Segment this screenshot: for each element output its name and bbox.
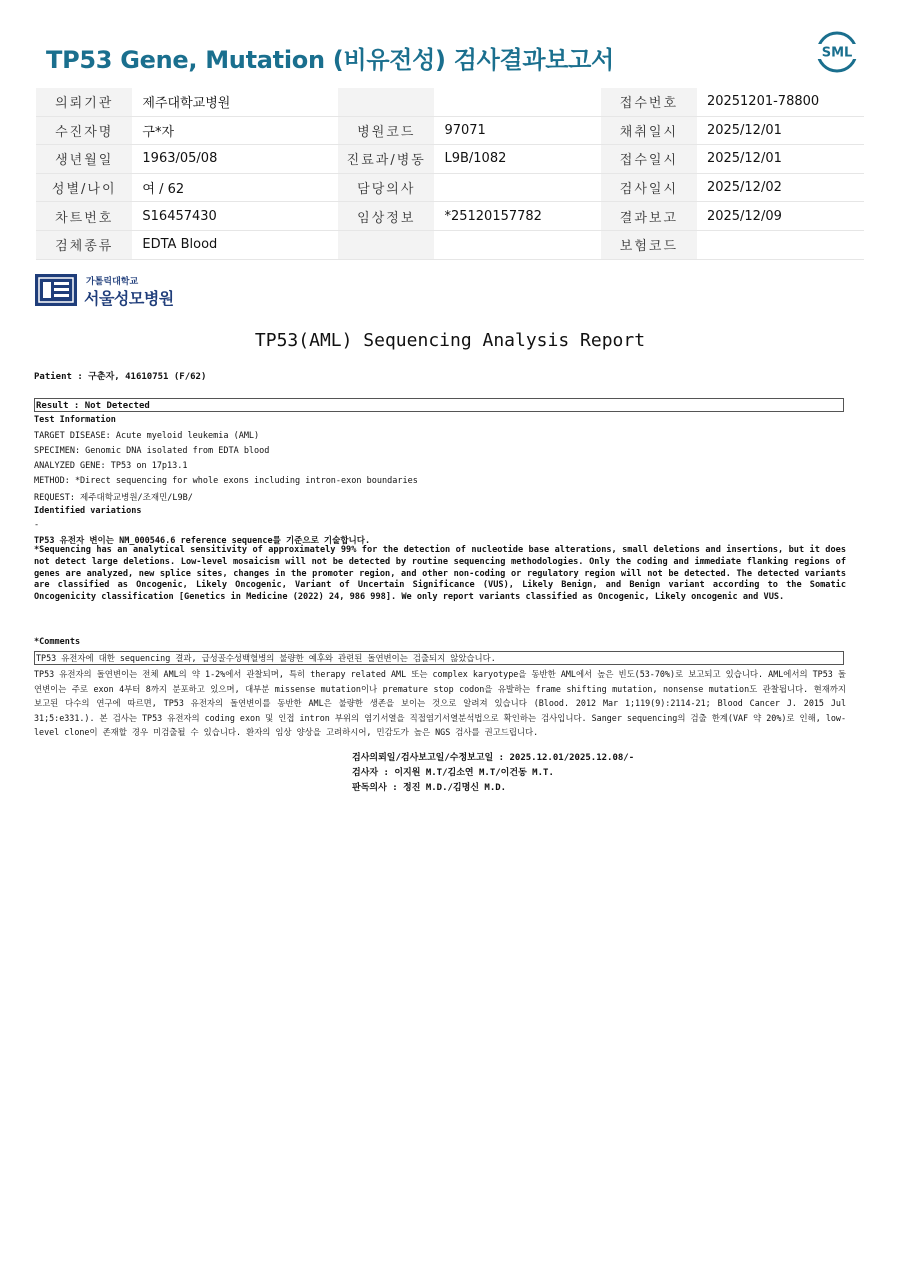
patient-info-table bbox=[36, 88, 864, 260]
request: REQUEST: 제주대학교병원/조재민/L9B/ bbox=[34, 493, 193, 503]
identified-heading: Identified variations bbox=[34, 506, 142, 516]
method: METHOD: *Direct sequencing for whole exons including intron-exon boundaries bbox=[34, 476, 418, 486]
info-value: 20251201-78800 bbox=[697, 88, 864, 116]
info-row bbox=[36, 202, 864, 231]
info-value: 2025/12/01 bbox=[697, 116, 864, 145]
info-label: 성별/나이 bbox=[36, 173, 132, 202]
technicians: 검사자 : 이지원 M.T/김소연 M.T/이건동 M.T. bbox=[352, 768, 554, 778]
hospital-name: 서울성모병원 bbox=[84, 289, 174, 308]
patient-line: Patient : 구춘자, 41610751 (F/62) bbox=[34, 372, 207, 382]
info-label: 채취일시 bbox=[601, 116, 697, 145]
hospital-emblem-icon bbox=[34, 273, 78, 307]
info-row bbox=[36, 116, 864, 145]
info-value bbox=[434, 88, 600, 116]
info-label: 담당의사 bbox=[338, 173, 434, 202]
info-row bbox=[36, 173, 864, 202]
comment-box: TP53 유전자에 대한 sequencing 결과, 급성골수성백혈병의 불량한 예후와 관련된 돌연변이는 검출되지 않았습니다. bbox=[34, 651, 844, 665]
comment-body: TP53 유전자의 돌연변이는 전체 AML의 약 1-2%에서 관찰되며, 특히 therapy related AML 또는 complex karyotype을 동반한 AML에서 높은 빈도(53-70%)로 보고되고 있습니다. AML에서의 TP53 돌연변이는 주로 exon 4부터 8까지 분포하고 있으며, 대부분 missense mutation이나 premature stop codon을 유발하는 frame shifting mutation, nonsense mutation도 관찰됩니다. 현재까지 보고된 다수의 연구에 따르면, TP53 유전자의 돌연변이를 동반한 AML은 불량한 생존을 보이는 것으로 알려져 있습니다 (Blood. 2012 Mar 1;119(9):2114-21; Blood Cancer J. 2015 Jul 31;5:e331.). 본 검사는 TP53 유전자의 coding exon 및 인접 intron 부위의 염기서열을 직접염기서열분석법으로 확인하는 검사입니다. Sanger sequencing의 검출 한계(VAF 약 20%)로 인해, low-level clone이 존재할 경우 미검출될 수 있습니다. 환자의 임상 양상을 고려하시어, 민감도가 높은 NGS 검사를 권고드립니다. bbox=[34, 669, 846, 737]
info-value: L9B/1082 bbox=[434, 145, 600, 174]
hospital-university-name: 가톨릭대학교 bbox=[86, 277, 139, 287]
info-label: 보험코드 bbox=[601, 230, 697, 259]
specimen: SPECIMEN: Genomic DNA isolated from EDTA blood bbox=[34, 446, 270, 456]
info-value: 여 / 62 bbox=[132, 173, 338, 202]
info-value: 2025/12/02 bbox=[697, 173, 864, 202]
info-label: 생년월일 bbox=[36, 145, 132, 174]
sml-logo-text: SML bbox=[821, 45, 853, 61]
info-row bbox=[36, 145, 864, 174]
test-info-heading: Test Information bbox=[34, 415, 116, 425]
info-value: EDTA Blood bbox=[132, 230, 338, 259]
identified-value: - bbox=[34, 520, 40, 530]
report-dates: 검사의뢰일/검사보고일/수정보고일 : 2025.12.01/2025.12.08/- bbox=[352, 753, 635, 763]
info-label: 접수번호 bbox=[601, 88, 697, 116]
info-label: 검사일시 bbox=[601, 173, 697, 202]
physicians: 판독의사 : 정진 M.D./김명신 M.D. bbox=[352, 783, 507, 793]
info-label: 수진자명 bbox=[36, 116, 132, 145]
result-box: Result : Not Detected bbox=[34, 398, 844, 412]
info-value bbox=[434, 230, 600, 259]
info-value bbox=[434, 173, 600, 202]
info-value: 제주대학교병원 bbox=[132, 88, 338, 116]
report-header bbox=[46, 38, 866, 78]
info-label: 차트번호 bbox=[36, 202, 132, 231]
info-label bbox=[338, 230, 434, 259]
reference-line: TP53 유전자 변이는 NM_000546.6 reference sequence를 기준으로 기술합니다. bbox=[34, 536, 371, 546]
info-label: 검체종류 bbox=[36, 230, 132, 259]
info-value: 97071 bbox=[434, 116, 600, 145]
comments-heading: *Comments bbox=[34, 637, 81, 647]
info-value: S16457430 bbox=[132, 202, 338, 231]
hospital-logo bbox=[34, 273, 234, 309]
info-row bbox=[36, 88, 864, 116]
info-value bbox=[697, 230, 864, 259]
info-row bbox=[36, 230, 864, 259]
info-label bbox=[338, 88, 434, 116]
analyzed-gene: ANALYZED GENE: TP53 on 17p13.1 bbox=[34, 461, 188, 471]
info-label: 의뢰기관 bbox=[36, 88, 132, 116]
info-label: 병원코드 bbox=[338, 116, 434, 145]
report-header-title: TP53 Gene, Mutation (비유전성) 검사결과보고서 bbox=[46, 46, 614, 74]
info-value: *25120157782 bbox=[434, 202, 600, 231]
info-value: 1963/05/08 bbox=[132, 145, 338, 174]
info-label: 결과보고 bbox=[601, 202, 697, 231]
sensitivity-note: *Sequencing has an analytical sensitivity of approximately 99% for the detection of nucleotide base alterations, small deletions and insertions, but it does not detect large deletions. Low-level mosaicism will not be detected by routine sequencing methodologies. Only the coding and immediate flanking regions of genes are analyzed, new splice sites, changes in the promoter region, and other non-coding or regulatory region will not be detected. The detected variants are classified as Oncogenic, Likely Oncogenic, Variant of Uncertain Significance (VUS), Likely Benign, and Benign variant according to the Somatic Oncogenicity classification [Genetics in Medicine (2022) 24, 986 998]. We only report variants classified as Oncogenic, Likely oncogenic and VUS. bbox=[34, 545, 846, 603]
info-label: 접수일시 bbox=[601, 145, 697, 174]
info-value: 2025/12/09 bbox=[697, 202, 864, 231]
sml-logo bbox=[816, 30, 858, 74]
info-label: 임상정보 bbox=[338, 202, 434, 231]
info-value: 구*자 bbox=[132, 116, 338, 145]
info-label: 진료과/병동 bbox=[338, 145, 434, 174]
report-title: TP53(AML) Sequencing Analysis Report bbox=[254, 330, 646, 351]
info-value: 2025/12/01 bbox=[697, 145, 864, 174]
target-disease: TARGET DISEASE: Acute myeloid leukemia (AML) bbox=[34, 431, 260, 441]
